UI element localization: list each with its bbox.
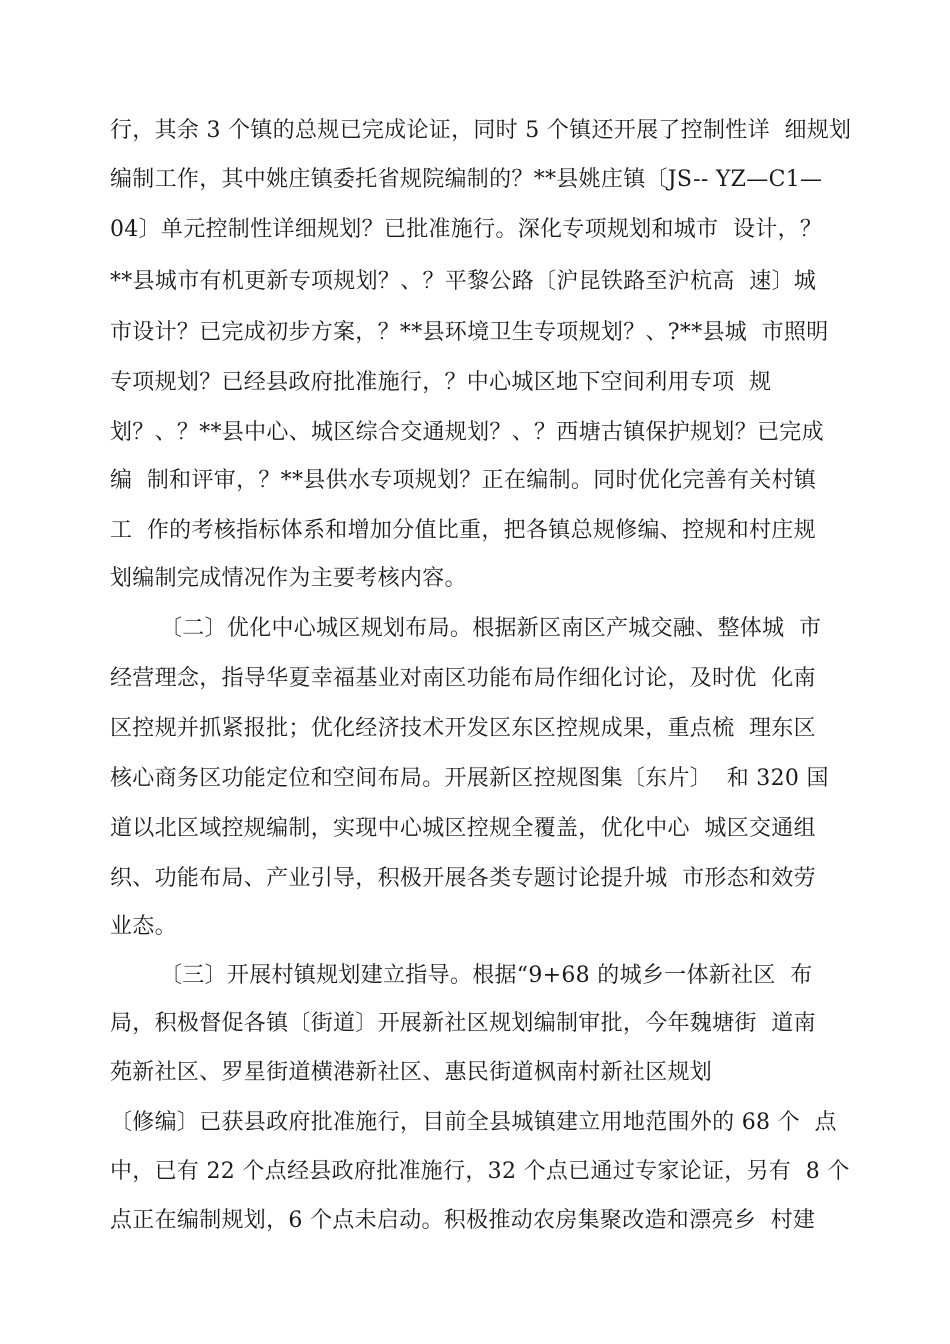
text-line: 业态。: [110, 914, 177, 939]
text-line: 划？、？**县中心、城区综合交通规划？、？西塘古镇保护规划？已完成: [110, 420, 824, 445]
text-line: 编 制和评审，？**县供水专项规划？正在编制。同时优化完善有关村镇: [110, 468, 817, 493]
text-line: 点正在编制规划，6 个点未启动。积极推动农房集聚改造和漂亮乡 村建: [110, 1208, 816, 1233]
text-line: 〔修编〕已获县政府批准施行，目前全县城镇建立用地范围外的 68 个 点: [110, 1110, 837, 1135]
text-line: 中，已有 22 个点经县政府批准施行，32 个点已通过专家论证，另有 8 个: [110, 1159, 850, 1184]
text-line: 苑新社区、罗星街道横港新社区、惠民街道枫南村新社区规划: [110, 1060, 713, 1085]
text-line: 04〕单元控制性详细规划？已批准施行。深化专项规划和城市 设计，？: [110, 217, 823, 242]
paragraph-3-first-line: 〔三〕开展村镇规划建立指导。根据“9+68 的城乡一体新社区 布: [160, 963, 813, 988]
text-line: **县城市有机更新专项规划？、？平黎公路〔沪昆铁路至沪杭高 速〕城: [110, 269, 817, 294]
text-line: 织、功能布局、产业引导，积极开展各类专题讨论提升城 市形态和效劳: [110, 866, 816, 891]
text-line: 局，积极督促各镇〔街道〕开展新社区规划编制审批，今年魏塘街 道南: [110, 1011, 816, 1036]
text-line: 编制工作，其中姚庄镇委托省规院编制的？**县姚庄镇〔JS-- YZ—C1—: [110, 167, 823, 192]
text-line: 行，其余 3 个镇的总规已完成论证，同时 5 个镇还开展了控制性详 细规划: [110, 118, 852, 143]
text-line: 经营理念，指导华夏幸福基业对南区功能布局作细化讨论，及时优 化南: [110, 666, 816, 691]
paragraph-2-first-line: 〔二〕优化中心城区规划布局。根据新区南区产城交融、整体城 市: [160, 616, 822, 641]
text-line: 区控规并抓紧报批；优化经济技术开发区东区控规成果，重点梳 理东区: [110, 716, 816, 741]
text-line: 专项规划？已经县政府批准施行，？中心城区地下空间利用专项 规: [110, 370, 772, 395]
text-line: 工 作的考核指标体系和增加分值比重，把各镇总规修编、控规和村庄规: [110, 518, 816, 543]
text-line: 市设计？已完成初步方案，？**县环境卫生专项规划？、?**县城 市照明: [110, 320, 829, 345]
text-line: 划编制完成情况作为主要考核内容。: [110, 566, 467, 591]
text-line: 核心商务区功能定位和空间布局。开展新区控规图集〔东片〕 和 320 国: [110, 766, 829, 791]
text-line: 道以北区域控规编制，实现中心城区控规全覆盖，优化中心 城区交通组: [110, 816, 816, 841]
